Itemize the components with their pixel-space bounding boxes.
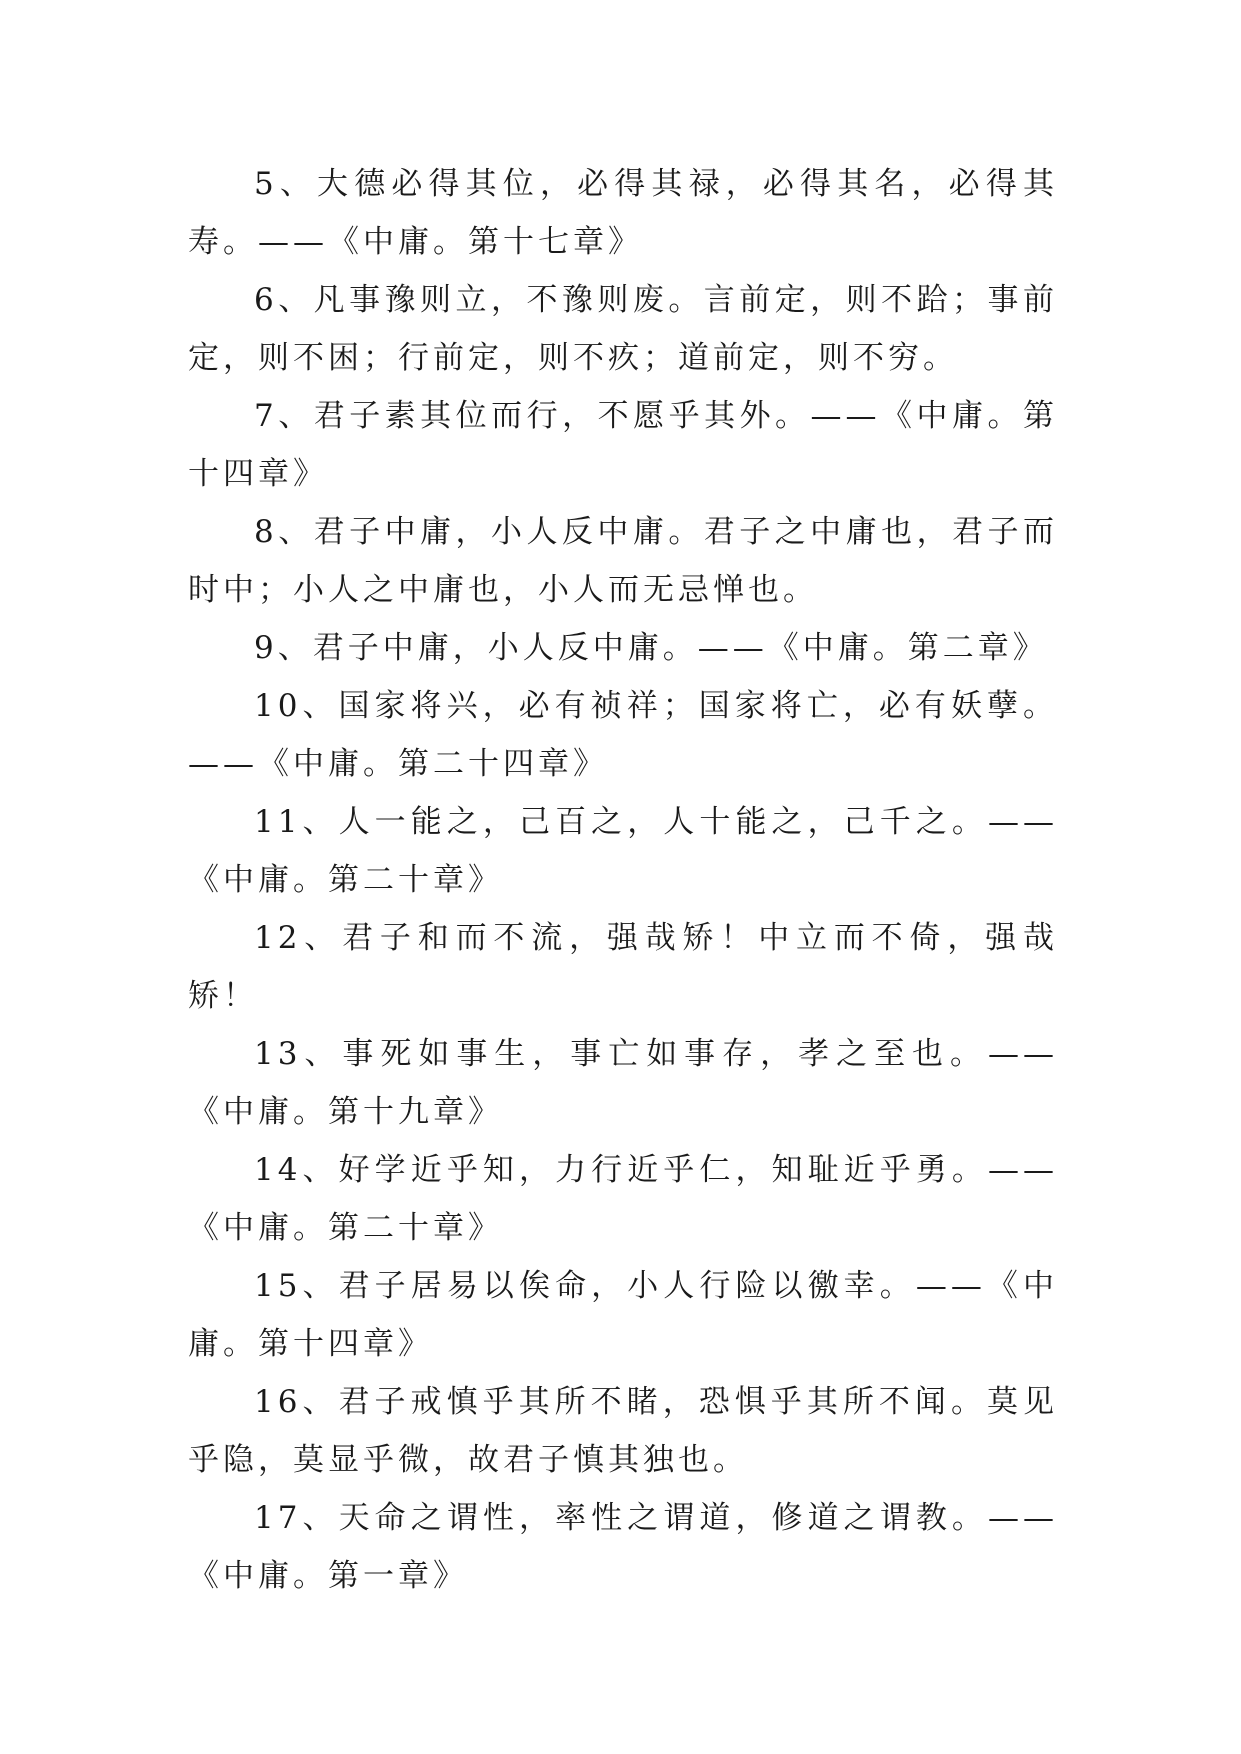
quote-paragraph-15: 15、君子居易以俟命，小人行险以徼幸。——《中庸。第十四章》 [188, 1268, 1058, 1362]
quote-paragraph-8: 8、君子中庸，小人反中庸。君子之中庸也，君子而时中；小人之中庸也，小人而无忌惮也。 [188, 514, 1058, 608]
quote-paragraph-12: 12、君子和而不流，强哉矫！中立而不倚，强哉矫！ [188, 920, 1058, 1014]
quote-paragraph-6: 6、凡事豫则立，不豫则废。言前定，则不跲；事前定，则不困；行前定，则不疚；道前定，则不穷。 [188, 282, 1058, 376]
document-body [188, 155, 1058, 1605]
quote-paragraph-14: 14、好学近乎知，力行近乎仁，知耻近乎勇。——《中庸。第二十章》 [188, 1152, 1058, 1246]
quote-paragraph-10: 10、国家将兴，必有祯祥；国家将亡，必有妖孽。——《中庸。第二十四章》 [188, 688, 1058, 782]
quote-paragraph-7: 7、君子素其位而行，不愿乎其外。——《中庸。第十四章》 [188, 398, 1058, 492]
quote-paragraph-16: 16、君子戒慎乎其所不睹，恐惧乎其所不闻。莫见乎隐，莫显乎微，故君子慎其独也。 [188, 1384, 1058, 1478]
quote-paragraph-9: 9、君子中庸，小人反中庸。——《中庸。第二章》 [254, 630, 1048, 666]
quote-paragraph-13: 13、事死如事生，事亡如事存，孝之至也。——《中庸。第十九章》 [188, 1036, 1058, 1130]
quote-paragraph-17: 17、天命之谓性，率性之谓道，修道之谓教。——《中庸。第一章》 [188, 1500, 1058, 1594]
quote-paragraph-5: 5、大德必得其位，必得其禄，必得其名，必得其寿。——《中庸。第十七章》 [188, 166, 1058, 260]
quote-paragraph-11: 11、人一能之，己百之，人十能之，己千之。——《中庸。第二十章》 [188, 804, 1058, 898]
